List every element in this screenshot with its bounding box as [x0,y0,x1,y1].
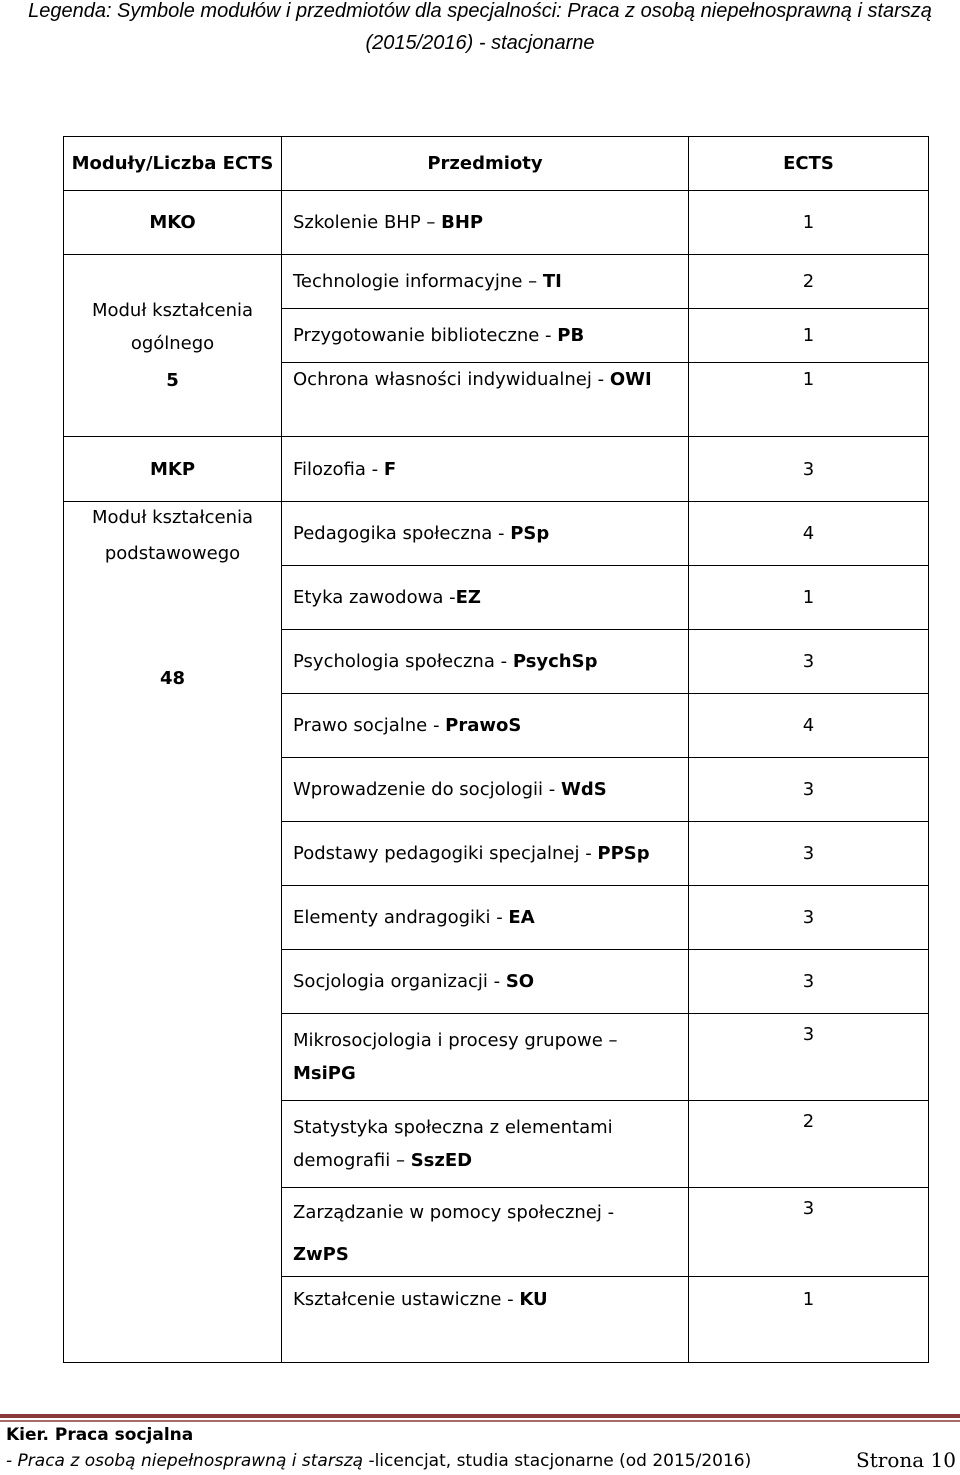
subject-cell: Szkolenie BHP – BHP [282,191,689,255]
subject-cell: Filozofia - F [282,437,689,502]
subject-cell: Etyka zawodowa -EZ [282,566,689,630]
table-row [64,502,929,566]
subject-cell: Socjologia organizacji - SO [282,950,689,1014]
subject-cell: Statystyka społeczna z elementami demografii – SszED [282,1101,689,1188]
subject-cell: Podstawy pedagogiki specjalnej - PPSp [282,822,689,886]
subject-cell: Psychologia społeczna - PsychSp [282,630,689,694]
subject-cell: Ochrona własności indywidualnej - OWI [282,363,689,437]
table-row [64,191,929,255]
ects-cell: 4 [689,502,929,566]
module-ogolny: Moduł kształcenia ogólnego 5 [64,255,282,437]
modules-table [63,136,929,1363]
table-header-row [64,137,929,191]
ects-cell: 3 [689,630,929,694]
ects-cell: 1 [689,191,929,255]
module-mkp: MKP [64,437,282,502]
footer-department: Kier. Praca socjalna [6,1425,194,1445]
subject-cell: Pedagogika społeczna - PSp [282,502,689,566]
col-header-ects: ECTS [689,137,929,191]
table-row [64,437,929,502]
ects-cell: 2 [689,1101,929,1188]
subject-cell: Przygotowanie biblioteczne - PB [282,309,689,363]
ects-cell: 1 [689,1277,929,1363]
module-podstawowy: Moduł kształcenia podstawowego 48 [64,502,282,1363]
subject-cell: Zarządzanie w pomocy społecznej - ZwPS [282,1188,689,1277]
ects-cell: 1 [689,566,929,630]
ects-cell: 3 [689,437,929,502]
footer-divider [0,1414,960,1418]
ects-cell: 3 [689,1188,929,1277]
ects-cell: 4 [689,694,929,758]
header-line-2: (2015/2016) - stacjonarne [365,32,595,54]
subject-cell: Wprowadzenie do socjologii - WdS [282,758,689,822]
ects-cell: 1 [689,309,929,363]
subject-cell: Elementy andragogiki - EA [282,886,689,950]
subject-cell: Kształcenie ustawiczne - KU [282,1277,689,1363]
ects-cell: 3 [689,1014,929,1101]
subject-cell: Technologie informacyjne – TI [282,255,689,309]
table-row [64,255,929,309]
col-header-subjects: Przedmioty [282,137,689,191]
module-mko: MKO [64,191,282,255]
page-number: Strona 10 [856,1448,956,1472]
footer-specialty: - Praca z osobą niepełnosprawną i starszą -licencjat, studia stacjonarne (od 2015/2016) [6,1451,752,1471]
header-line-1: Legenda: Symbole modułów i przedmiotów dla specjalności: Praca z osobą niepełnosprawną i starszą [28,0,932,22]
footer-divider-thin [0,1420,960,1422]
ects-cell: 3 [689,950,929,1014]
ects-cell: 2 [689,255,929,309]
col-header-modules: Moduły/Liczba ECTS [64,137,282,191]
subject-cell: Mikrosocjologia i procesy grupowe – MsiPG [282,1014,689,1101]
ects-cell: 1 [689,363,929,437]
ects-cell: 3 [689,822,929,886]
ects-cell: 3 [689,886,929,950]
ects-cell: 3 [689,758,929,822]
module-podstawowy-ects: 48 [159,668,186,689]
subject-cell: Prawo socjalne - PrawoS [282,694,689,758]
